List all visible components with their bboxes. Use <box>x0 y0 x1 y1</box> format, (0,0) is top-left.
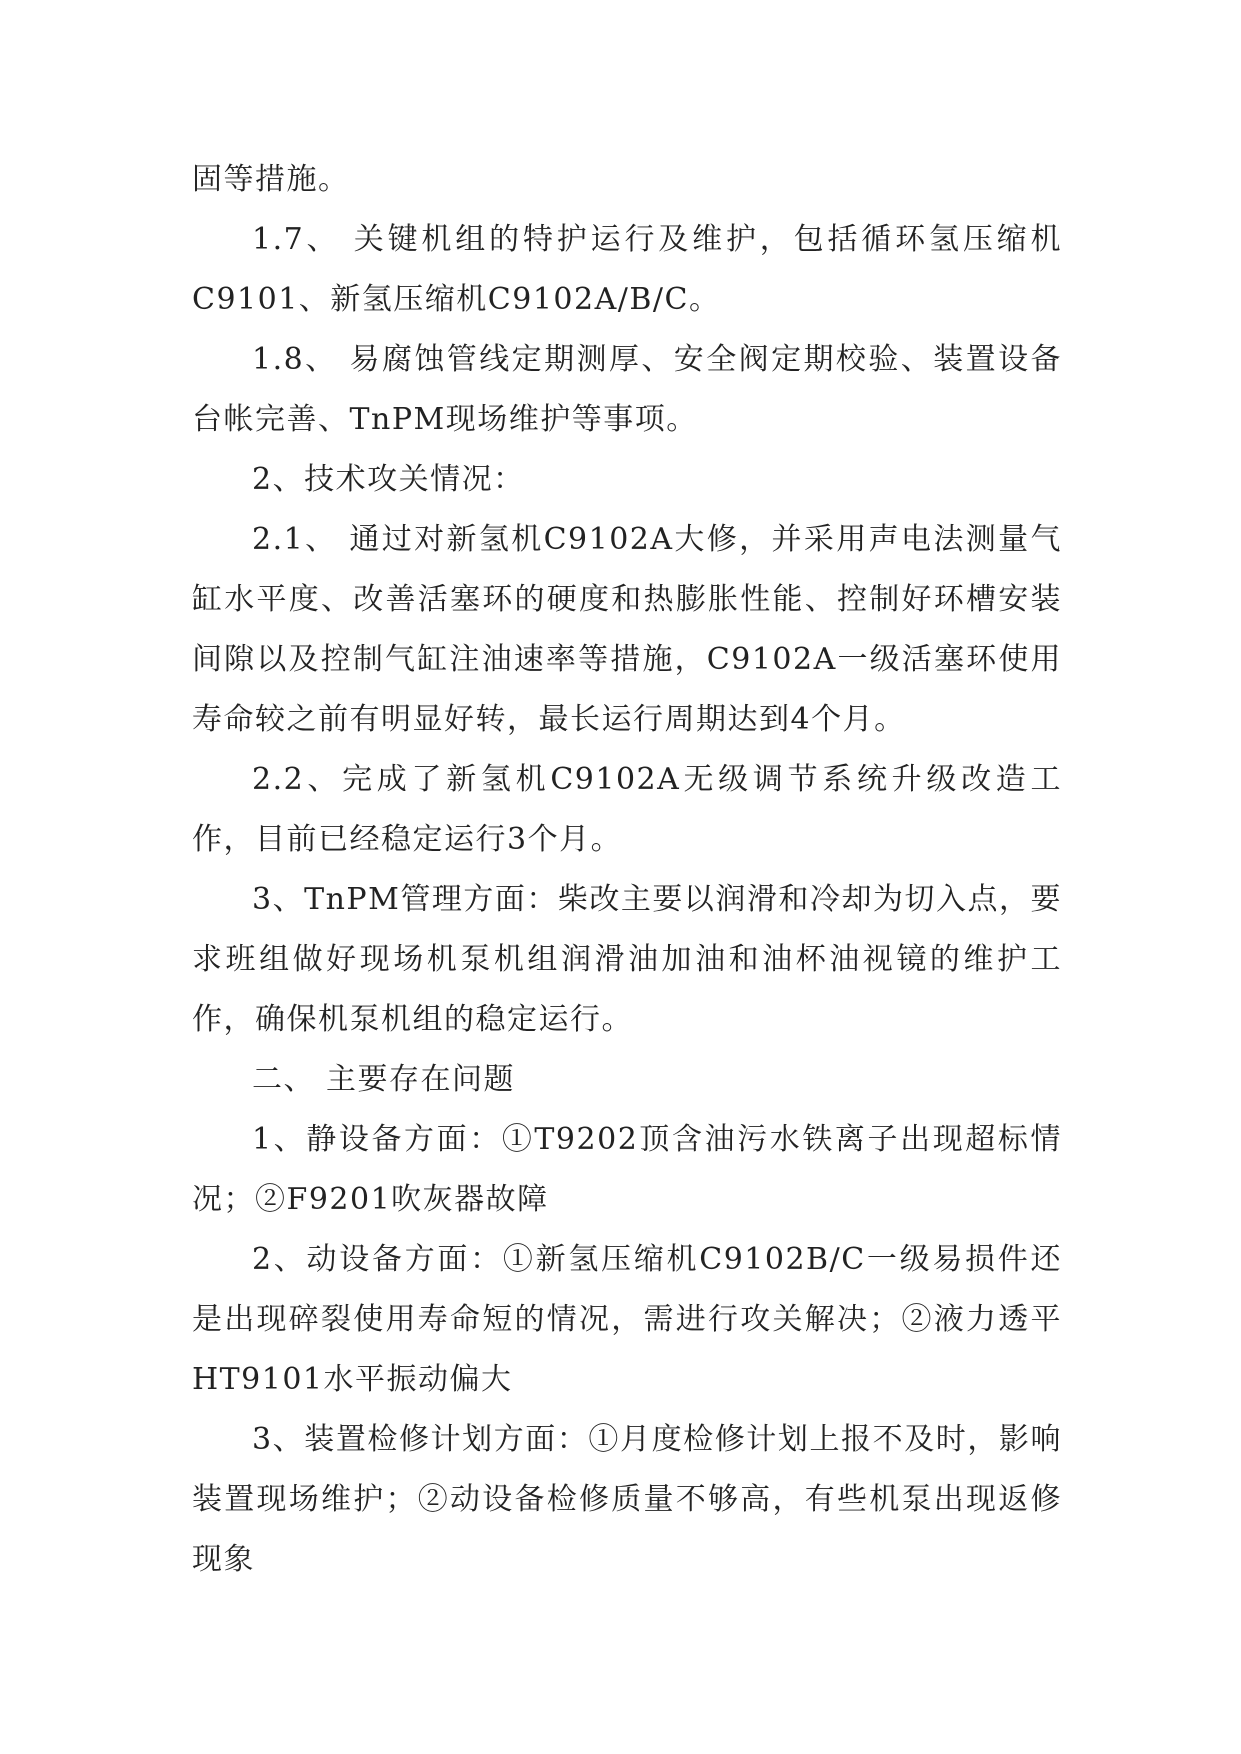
heading-tech-breakthrough: 2、技术攻关情况： <box>252 462 525 497</box>
paragraph-continuation: 固等措施。 <box>192 162 350 197</box>
paragraph-maintenance-plan: 3、装置检修计划方面：①月度检修计划上报不及时，影响装置现场维护；②动设备检修质量不够高，有些机泵出现返修现象 <box>192 1422 1062 1577</box>
document-body <box>192 150 1062 1590</box>
paragraph-2-1: 2.1、 通过对新氢机C9102A大修，并采用声电法测量气缸水平度、改善活塞环的硬度和热膨胀性能、控制好环槽安装间隙以及控制气缸注油速率等措施，C9102A一级活塞环使用寿命较之前有明显好转，最长运行周期达到4个月。 <box>192 522 1062 737</box>
paragraph-static-equipment: 1、静设备方面：①T9202顶含油污水铁离子出现超标情况；②F9201吹灰器故障 <box>192 1122 1062 1217</box>
paragraph-tnpm: 3、TnPM管理方面：柴改主要以润滑和冷却为切入点，要求班组做好现场机泵机组润滑油加油和油杯油视镜的维护工作，确保机泵机组的稳定运行。 <box>192 882 1062 1037</box>
paragraph-2-2: 2.2、完成了新氢机C9102A无级调节系统升级改造工作，目前已经稳定运行3个月。 <box>192 762 1062 857</box>
paragraph-dynamic-equipment: 2、动设备方面：①新氢压缩机C9102B/C一级易损件还是出现碎裂使用寿命短的情况，需进行攻关解决；②液力透平HT9101水平振动偏大 <box>192 1242 1062 1397</box>
paragraph-1-7: 1.7、 关键机组的特护运行及维护，包括循环氢压缩机C9101、新氢压缩机C9102A/B/C。 <box>192 222 1062 317</box>
heading-main-problems: 二、 主要存在问题 <box>252 1062 516 1097</box>
paragraph-1-8: 1.8、 易腐蚀管线定期测厚、安全阀定期校验、装置设备台帐完善、TnPM现场维护等事项。 <box>192 342 1062 437</box>
